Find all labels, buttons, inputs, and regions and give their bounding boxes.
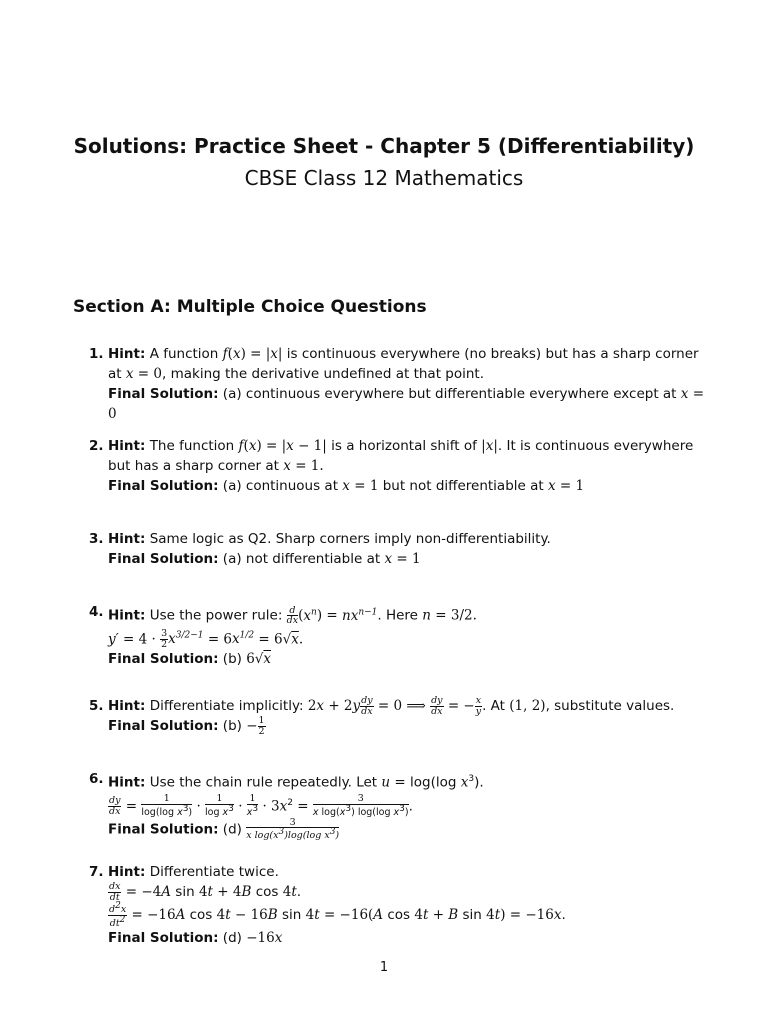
question-number: 5. (89, 698, 104, 714)
hint-label: Hint: (108, 864, 146, 880)
hint-text: is a horizontal shift of (331, 438, 477, 454)
question-number: 3. (89, 531, 104, 547)
final-text: (a) continuous everywhere but differentiable everywhere except at (222, 386, 677, 402)
final-label: Final Solution: (108, 386, 219, 402)
hint-text: Differentiate implicitly: (149, 698, 304, 714)
question-number: 6. (89, 771, 104, 787)
question-5: 5. Hint: Differentiate implicitly: 2x + 2y $\frac{dy}{dx}$ = 0 ⟹ $\frac{dy}{dx}$ = − $\frac{x}{y}$ . At (1, 2), substitute values. Final Solution: (b) − $\frac{1}{2}$ (89, 695, 675, 737)
final-text: (b) (222, 718, 242, 734)
page-number: 1 (379, 960, 389, 975)
question-number: 1. (89, 346, 104, 362)
hint-text: Use the power rule: (149, 607, 283, 624)
hint-text: The function (149, 438, 235, 454)
final-label: Final Solution: (108, 821, 219, 838)
final-text: (a) continuous at (222, 478, 338, 494)
question-3: 3. Hint: Same logic as Q2. Sharp corners imply non-differentiability. Final Solution: (a) not differentiable at x = 1 (89, 531, 551, 567)
hint-text: Differentiate twice. (149, 864, 279, 880)
hint-text: is continuous everywhere (no breaks) but has a sharp corner at (108, 346, 699, 382)
final-text: (d) (222, 930, 242, 947)
math-expression: f (222, 346, 228, 362)
hint-label: Hint: (108, 346, 146, 362)
question-1: 1. Hint: A function f(x) = |x| is continuous everywhere (no breaks) but has a sharp corner at x = 0, making the derivative undefined at that point. Final Solution: (a) continuous everywhere but differentiable everywhere except at x = 0 (89, 346, 705, 422)
hint-text: . Here (377, 607, 418, 624)
final-label: Final Solution: (108, 651, 219, 667)
final-text: (b) (222, 651, 242, 667)
hint-text: , making the derivative undefined at that point. (162, 366, 485, 382)
question-number: 2. (89, 438, 104, 454)
final-label: Final Solution: (108, 930, 219, 947)
question-number: 4. (89, 604, 104, 620)
final-label: Final Solution: (108, 478, 219, 494)
final-label: Final Solution: (108, 718, 219, 734)
hint-label: Hint: (108, 438, 146, 454)
question-7: 7. Hint: Differentiate twice. $\frac{dx}{dt}$ = −4A sin 4t + 4B cos 4t. $\frac{d^2x}{dt^2}$ = −16A cos 4t − 16B sin 4t = −16(A cos 4t + B sin 4t) = −16x. Final Solution: (d) −16x (89, 864, 566, 947)
hint-text: . It is continuous everywhere but has a sharp corner at (108, 438, 694, 474)
final-text: (d) (222, 821, 242, 838)
document-subtitle: CBSE Class 12 Mathematics (244, 166, 524, 190)
hint-text: Same logic as Q2. Sharp corners imply non-differentiability. (149, 531, 551, 547)
question-6: 6. Hint: Use the chain rule repeatedly. Let u = log(log $x^3$). $\frac{dy}{dx}$ = $\frac{1}{\log(\log x^3)}$ · $\frac{1}{\log x^3}$ · $\frac{1}{x^3}$ · $3x^2$ = $\frac{3}{x \log(x^3) \log(\log x^3)}$ . Final Solution: (d) $\frac{3}{x \log(x^3)\log(\log x^3)}$ (89, 771, 484, 842)
question-4: 4. Hint: Use the power rule: $\frac{d}{dx}$ $(x^n) = nx^{n-1}$. Here n = 3/2. y′ = 4 · $\frac{3}{2}$ $x^{3/2-1} = 6x^{1/2} = 6√x$. Final Solution: (b) 6√x (89, 604, 477, 667)
hint-text: Use the chain rule repeatedly. Let (149, 774, 378, 791)
final-text: but not differentiable at (382, 478, 544, 494)
final-label: Final Solution: (108, 551, 219, 567)
hint-text: A function (149, 346, 219, 362)
hint-label: Hint: (108, 774, 146, 791)
final-text: (a) not differentiable at (222, 551, 381, 567)
hint-label: Hint: (108, 698, 146, 714)
hint-label: Hint: (108, 607, 146, 624)
document-title: Solutions: Practice Sheet - Chapter 5 (Differentiability) (73, 134, 695, 158)
question-number: 7. (89, 864, 104, 880)
hint-text: , substitute values. (545, 698, 675, 714)
hint-label: Hint: (108, 531, 146, 547)
hint-text: . At (482, 698, 505, 714)
section-title: Section A: Multiple Choice Questions (73, 297, 427, 317)
question-2: 2. Hint: The function f(x) = |x − 1| is a horizontal shift of |x|. It is continuous everywhere but has a sharp corner at x = 1. Final Solution: (a) continuous at x = 1 but not differentiable at x = 1 (89, 438, 694, 494)
